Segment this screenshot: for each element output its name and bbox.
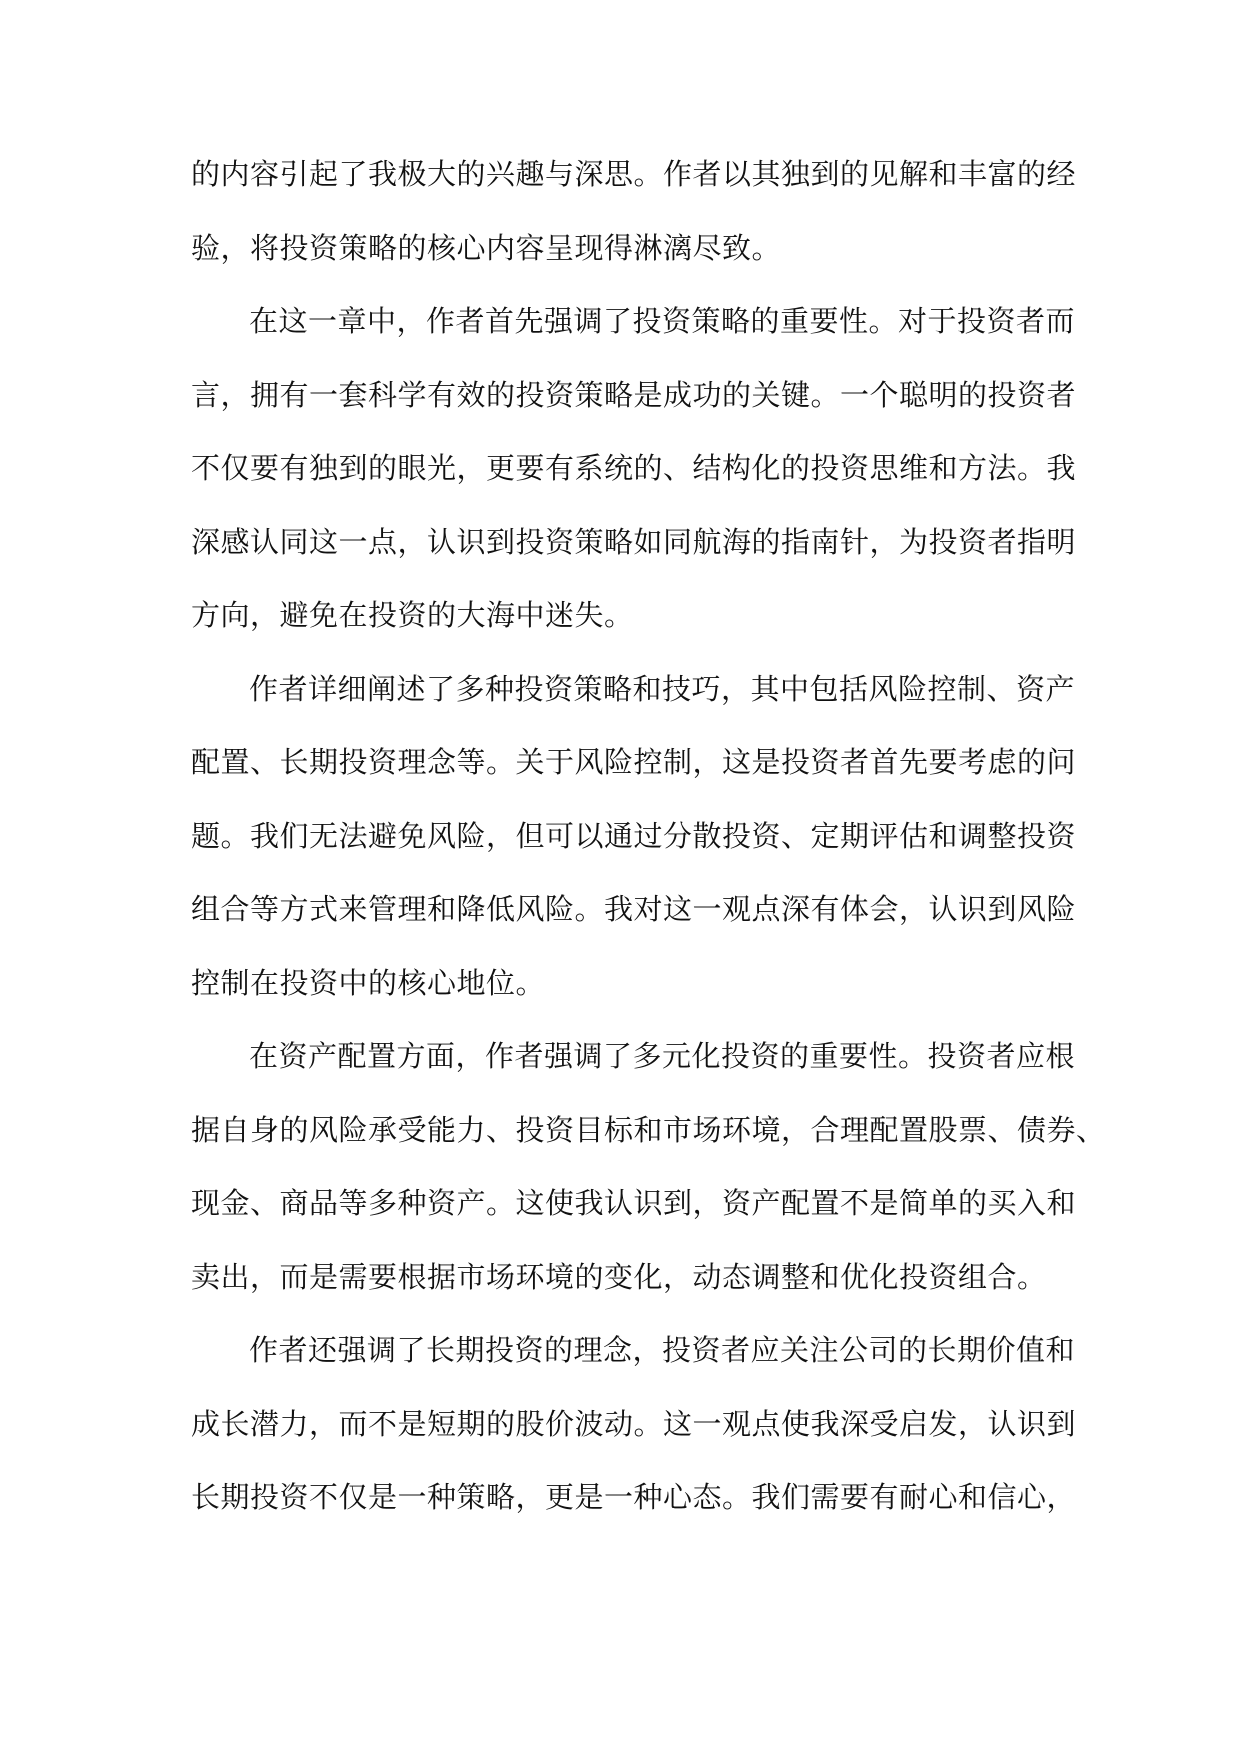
text-line: 卖出，而是需要根据市场环境的变化，动态调整和优化投资组合。 [191,1259,1047,1294]
body-text [191,148,1106,1545]
paragraph-start-line: 作者还强调了长期投资的理念，投资者应关注公司的长期价值和 [249,1333,1076,1367]
text-line: 深感认同这一点，认识到投资策略如同航海的指南针，为投资者指明 [191,524,1077,559]
text-line: 成长潜力，而不是短期的股价波动。这一观点使我深受启发，认识到 [191,1406,1077,1441]
text-line: 控制在投资中的核心地位。 [191,965,546,1000]
text-line: 现金、商品等多种资产。这使我认识到，资产配置不是简单的买入和 [191,1186,1077,1220]
text-line: 的内容引起了我极大的兴趣与深思。作者以其独到的见解和丰富的经 [191,157,1077,191]
paragraph-start-line: 在资产配置方面，作者强调了多元化投资的重要性。投资者应根 [249,1039,1076,1073]
text-line: 言，拥有一套科学有效的投资策略是成功的关键。一个聪明的投资者 [191,377,1077,412]
text-line: 配置、长期投资理念等。关于风险控制，这是投资者首先要考虑的问 [191,745,1077,779]
paragraph-start-line: 作者详细阐述了多种投资策略和技巧，其中包括风险控制、资产 [249,671,1076,706]
text-line: 长期投资不仅是一种策略，更是一种心态。我们需要有耐心和信心， [191,1480,1077,1514]
text-line: 题。我们无法避免风险，但可以通过分散投资、定期评估和调整投资 [191,818,1077,853]
text-line: 不仅要有独到的眼光，更要有系统的、结构化的投资思维和方法。我 [191,451,1077,485]
text-line: 方向，避免在投资的大海中迷失。 [191,598,634,632]
text-line: 组合等方式来管理和降低风险。我对这一观点深有体会，认识到风险 [191,892,1077,926]
paragraph-start-line: 在这一章中，作者首先强调了投资策略的重要性。对于投资者而 [249,304,1076,338]
text-line: 据自身的风险承受能力、投资目标和市场环境，合理配置股票、债券、 [191,1112,1106,1147]
text-line: 验，将投资策略的核心内容呈现得淋漓尽致。 [191,230,782,265]
